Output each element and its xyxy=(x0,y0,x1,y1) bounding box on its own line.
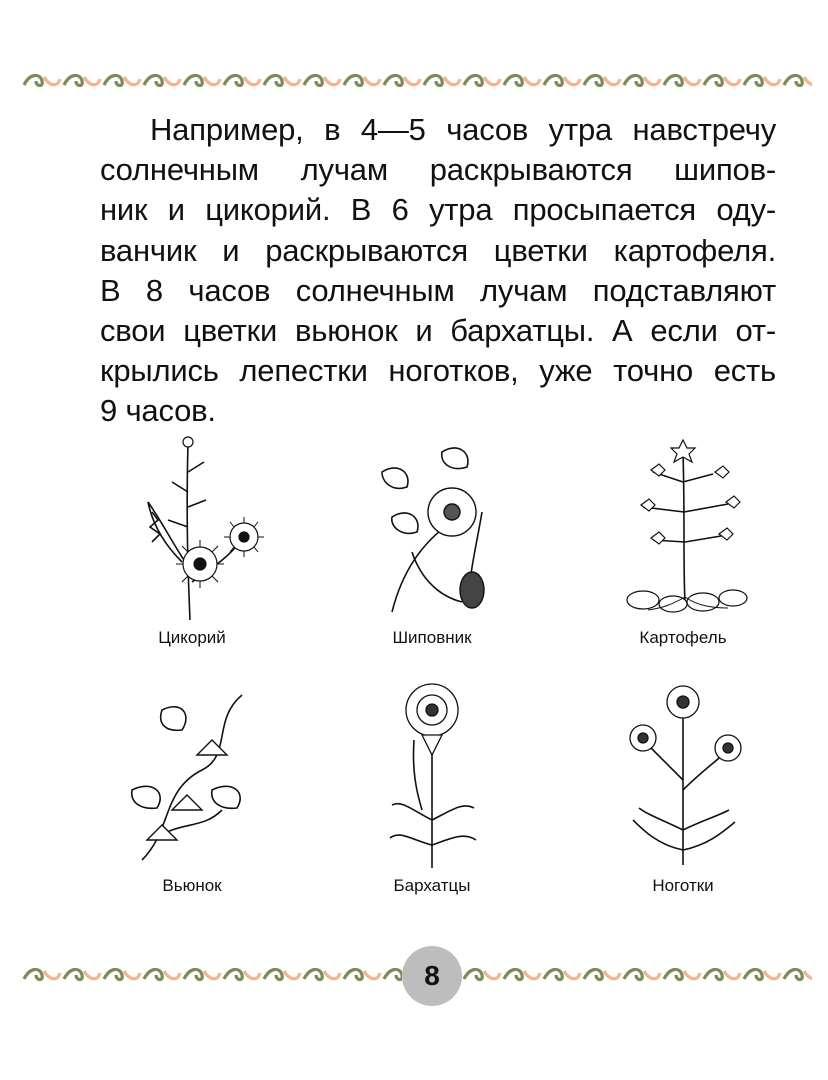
plant-card-potato xyxy=(588,432,778,648)
chicory-illustration xyxy=(112,432,272,622)
paragraph-line: солнечным лучам раскрываются шипов- xyxy=(100,152,776,188)
plant-caption: Шиповник xyxy=(392,628,472,647)
plant-caption: Цикорий xyxy=(158,628,226,647)
plant-card-rosehip xyxy=(337,432,527,648)
plant-caption: Вьюнок xyxy=(162,876,222,895)
calendula-illustration xyxy=(603,680,763,870)
plant-card-marigold xyxy=(337,680,527,896)
paragraph-line: Например, в 4—5 часов утра навстречу xyxy=(150,112,776,147)
plant-caption: Ноготки xyxy=(652,876,714,895)
potato-illustration xyxy=(603,432,763,622)
top-ornamental-border xyxy=(22,69,812,91)
bottom-ornamental-border-left xyxy=(22,963,402,985)
page-number: 8 xyxy=(402,946,462,1006)
paragraph-line: крылись лепестки ноготков, уже точно есть xyxy=(100,353,776,389)
bindweed-illustration xyxy=(112,680,272,870)
paragraph-line: ник и цикорий. В 6 утра просыпается оду- xyxy=(100,192,776,228)
plant-card-chicory xyxy=(97,432,287,648)
plant-caption: Картофель xyxy=(639,628,727,647)
paragraph-line: свои цветки вьюнок и бархатцы. А если от- xyxy=(100,313,776,349)
bottom-ornamental-border-right xyxy=(462,963,812,985)
paragraph-line: ванчик и раскрываются цветки картофеля. xyxy=(100,232,776,268)
marigold-illustration xyxy=(352,680,512,870)
paragraph-line: В 8 часов солнечным лучам подставляют xyxy=(100,272,776,308)
rosehip-illustration xyxy=(352,432,512,622)
plant-caption: Бархатцы xyxy=(393,876,471,895)
body-paragraph xyxy=(100,110,776,432)
plant-card-calendula xyxy=(588,680,778,896)
paragraph-line: 9 часов. xyxy=(100,393,216,429)
plant-card-bindweed xyxy=(97,680,287,896)
